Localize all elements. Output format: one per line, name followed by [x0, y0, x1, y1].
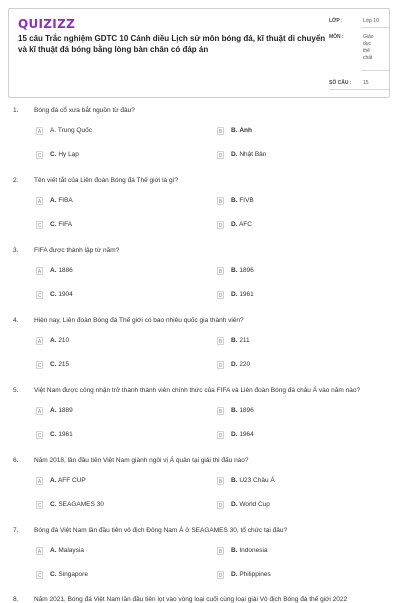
option-text: 1961 [58, 431, 73, 438]
option-box: B [218, 549, 223, 555]
question-number: 4. [13, 317, 19, 324]
option-box: C [37, 153, 42, 159]
option-prefix: C. [50, 361, 57, 368]
option-text: 1886 [58, 267, 73, 274]
option-text: AFF CUP [57, 477, 86, 484]
option-text: FIFA [58, 221, 73, 228]
question-stem: Bóng đá cổ xưa bắt nguồn từ đâu? [34, 107, 135, 114]
class-value: Lớp 10 [363, 18, 379, 24]
option-box: C [37, 293, 42, 299]
option-box: D [218, 153, 223, 159]
option-box: D [218, 433, 223, 439]
option-prefix: A. [50, 407, 57, 414]
option-box: D [218, 293, 223, 299]
option-prefix: C. [50, 151, 57, 158]
option-prefix: B. [231, 407, 238, 414]
option-text: 1964 [239, 431, 254, 438]
option-box: C [37, 573, 42, 579]
option-prefix: C. [50, 291, 57, 298]
option-prefix: B. [231, 337, 238, 344]
question-number: 3. [13, 247, 19, 254]
option-box: A [37, 409, 42, 415]
option-prefix: A. [50, 337, 57, 344]
question-number: 1. [13, 107, 19, 114]
question-stem: Hiện nay, Liên đoàn Bóng đá Thế giới có bao nhiêu quốc gia thành viên? [34, 317, 244, 324]
subject-label: MÔN : [329, 34, 344, 40]
option-box: A [37, 199, 42, 205]
subject-underline [361, 70, 389, 71]
count-label: SỐ CÂU : [329, 80, 352, 86]
option-box: B [218, 479, 223, 485]
option-text: FIVB [239, 197, 254, 204]
option-prefix: D. [231, 291, 238, 298]
option-prefix: A. [50, 127, 57, 134]
option-text: Singapore [58, 571, 88, 578]
option-text: Hy Lạp [58, 151, 79, 158]
option-text: 1961 [239, 291, 254, 298]
option-prefix: D. [231, 571, 238, 578]
question-stem: Tên viết tắt của Liên đoàn Bóng đá Thế giới là gì? [34, 177, 178, 184]
option-box: A [37, 479, 42, 485]
option-box: A [37, 269, 42, 275]
option-prefix: D. [231, 431, 238, 438]
question-stem: Năm 2018, lần đầu tiên Việt Nam giành ngôi vị Á quân tại giải thi đấu nào? [34, 457, 249, 464]
question-stem: FIFA được thành lập từ năm? [34, 247, 120, 254]
option-text: 1889 [58, 407, 73, 414]
option-text: Nhật Bản [239, 151, 267, 158]
option-prefix: B. [231, 197, 238, 204]
option-box: D [218, 573, 223, 579]
worksheet-header [8, 8, 390, 98]
option-prefix: A. [50, 547, 57, 554]
option-text: World Cup [239, 501, 270, 508]
option-prefix: C. [50, 431, 57, 438]
option-text: Malaysia [58, 547, 84, 554]
option-text: Trung Quốc [57, 127, 92, 134]
question-number: 5. [13, 387, 19, 394]
count-underline [329, 89, 389, 90]
option-prefix: C. [50, 221, 57, 228]
option-text: U23 Châu Á [239, 477, 275, 484]
option-prefix: B. [231, 477, 238, 484]
question-number: 8. [13, 596, 19, 603]
option-box: A [37, 339, 42, 345]
option-text: 211 [239, 337, 250, 344]
option-box: C [37, 223, 42, 229]
option-prefix: D. [231, 501, 238, 508]
option-prefix: B. [231, 547, 238, 554]
option-text: 1904 [58, 291, 73, 298]
option-prefix: D. [231, 221, 238, 228]
question-number: 7. [13, 527, 19, 534]
option-box: B [218, 339, 223, 345]
option-box: B [218, 409, 223, 415]
option-text: FIBA [58, 197, 73, 204]
option-text: SEAGAMES 30 [58, 501, 104, 508]
class-underline [361, 27, 389, 28]
option-text: 1896 [239, 267, 254, 274]
option-prefix: C. [50, 501, 57, 508]
option-prefix: B. [231, 127, 238, 134]
question-stem: Việt Nam được công nhận trở thành thành viên chính thức của FIFA và Liên đoàn Bóng đá châu Á vào năm nào? [34, 387, 361, 394]
subject-value: Giáo dục thể chất [363, 34, 374, 61]
quizizz-logo[interactable]: QUIZIZZ [18, 17, 76, 31]
option-text: 1896 [239, 407, 254, 414]
question-stem: Bóng đá Việt Nam lần đầu tiên vô địch Đông Nam Á ở SEAGAMES 30, tổ chức tại đâu? [34, 527, 288, 534]
option-box: C [37, 363, 42, 369]
option-prefix: D. [231, 151, 238, 158]
class-label: LỚP : [329, 18, 343, 24]
option-text: Anh [239, 127, 252, 134]
option-prefix: A. [50, 197, 57, 204]
option-prefix: D. [231, 361, 238, 368]
option-prefix: A. [50, 477, 57, 484]
worksheet-title: 15 câu Trắc nghiệm GDTC 10 Cánh diều Lịch sử môn bóng đá, kĩ thuật di chuyển và kĩ thuật đá bóng bằng lòng bàn chân có đáp án [18, 34, 326, 54]
option-text: AFC [238, 221, 252, 228]
count-value: 15 [363, 80, 369, 86]
option-text: Indonesia [239, 547, 268, 554]
question-number: 6. [13, 457, 19, 464]
option-box: D [218, 503, 223, 509]
option-prefix: C. [50, 571, 57, 578]
option-box: D [218, 223, 223, 229]
option-box: A [37, 549, 42, 555]
option-box: B [218, 129, 223, 135]
option-box: D [218, 363, 223, 369]
question-number: 2. [13, 177, 19, 184]
option-box: B [218, 269, 223, 275]
option-text: 210 [58, 337, 70, 344]
option-box: B [218, 199, 223, 205]
option-prefix: B. [231, 267, 238, 274]
option-text: 215 [58, 361, 70, 368]
option-box: A [37, 129, 42, 135]
option-prefix: A. [50, 267, 57, 274]
option-text: 220 [239, 361, 251, 368]
option-text: Philippines [239, 571, 271, 578]
option-box: C [37, 503, 42, 509]
option-box: C [37, 433, 42, 439]
question-stem: Năm 2021, Bóng đá Việt Nam lần đầu tiên lọt vào vòng loại cuối cùng loại giải Vô địch Bóng đá thế giới 2022 [34, 596, 348, 603]
